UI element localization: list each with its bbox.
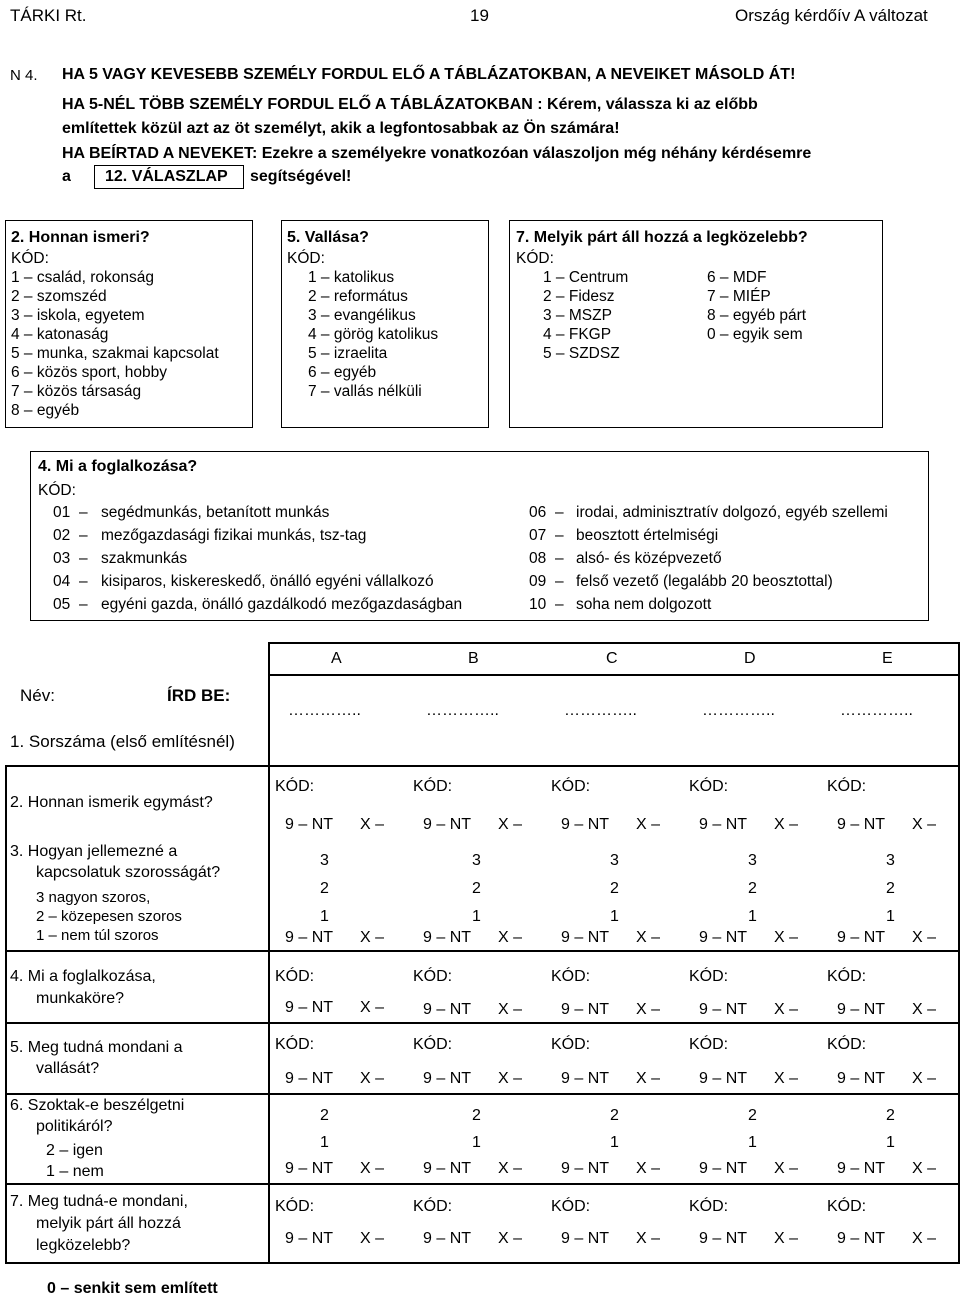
nt-option[interactable]: 9 – NT xyxy=(837,816,886,833)
intro-line-5-prefix: a xyxy=(62,168,71,185)
list-item: 2 – református xyxy=(308,288,408,305)
kod-label: KÓD: xyxy=(275,778,315,795)
code-box-honnan xyxy=(5,220,253,428)
list-item: 4 – görög katolikus xyxy=(308,326,439,343)
nt-option[interactable]: 9 – NT xyxy=(837,1070,886,1087)
box-title: 7. Melyik párt áll hozzá a legközelebb? xyxy=(516,229,808,246)
question-7-label: 7. Meg tudná-e mondani, xyxy=(10,1193,188,1210)
kod-label: KÓD: xyxy=(275,968,315,985)
occupation-text: kisiparos, kiskereskedő, önálló egyéni vállalkozó xyxy=(101,573,434,590)
scale-1[interactable]: 1 xyxy=(886,1134,895,1151)
occupation-code: 01 xyxy=(53,504,71,521)
occupation-code: 04 xyxy=(53,573,71,590)
nt-option[interactable]: 9 – NT xyxy=(285,816,334,833)
dash: – xyxy=(79,573,88,590)
scale-option: 2 – igen xyxy=(46,1142,103,1159)
nt-option[interactable]: 9 – NT xyxy=(699,1070,748,1087)
list-item: 5 – izraelita xyxy=(308,345,388,362)
scale-option: 3 nagyon szoros, xyxy=(36,889,151,906)
kod-label: KÓD: xyxy=(827,778,867,795)
occupation-text: alsó- és középvezető xyxy=(576,550,722,567)
scale-1[interactable]: 1 xyxy=(748,908,757,925)
x-option[interactable]: X – xyxy=(774,929,799,946)
name-field-d[interactable]: ………….. xyxy=(702,702,775,719)
question-3-label: 3. Hogyan jellemezné a xyxy=(10,843,178,860)
x-option[interactable]: X – xyxy=(636,1001,661,1018)
x-option[interactable]: X – xyxy=(912,1160,937,1177)
kod-label: KÓD: xyxy=(827,1198,867,1215)
x-option[interactable]: X – xyxy=(498,1070,523,1087)
kod-label: KÓD: xyxy=(413,778,453,795)
name-field-e[interactable]: ………….. xyxy=(840,702,913,719)
question-3-label-cont: kapcsolatuk szorosságát? xyxy=(36,864,221,881)
x-option[interactable]: X – xyxy=(498,1230,523,1247)
header-org: TÁRKI Rt. xyxy=(10,6,87,25)
code-box-foglalkozas xyxy=(30,451,929,621)
occupation-code: 06 xyxy=(529,504,547,521)
dash: – xyxy=(79,527,88,544)
dash: – xyxy=(555,573,564,590)
nt-option[interactable]: 9 – NT xyxy=(699,816,748,833)
occupation-code: 03 xyxy=(53,550,71,567)
nt-option[interactable]: 9 – NT xyxy=(285,999,334,1016)
scale-1[interactable]: 1 xyxy=(472,1134,481,1151)
kod-label: KÓD: xyxy=(689,1198,729,1215)
question-5-label: 5. Meg tudná mondani a xyxy=(10,1039,183,1056)
question-4-label-cont: munkaköre? xyxy=(36,990,125,1007)
occupation-text: soha nem dolgozott xyxy=(576,596,712,613)
kod-label: KÓD: xyxy=(827,968,867,985)
scale-2[interactable]: 2 xyxy=(472,1107,481,1124)
kod-label: KÓD: xyxy=(551,968,591,985)
x-option[interactable]: X – xyxy=(774,1070,799,1087)
scale-1[interactable]: 1 xyxy=(610,908,619,925)
name-field-b[interactable]: ………….. xyxy=(426,702,499,719)
scale-2[interactable]: 2 xyxy=(472,880,481,897)
list-item: 4 – katonaság xyxy=(11,326,109,343)
x-option[interactable]: X – xyxy=(636,929,661,946)
nt-option[interactable]: 9 – NT xyxy=(561,1160,610,1177)
intro-line-2: HA 5-NÉL TÖBB SZEMÉLY FORDUL ELŐ A TÁBLÁZATOKBAN : Kérem, válassza ki az előbb xyxy=(62,96,758,113)
intro-line-1: HA 5 VAGY KEVESEBB SZEMÉLY FORDUL ELŐ A TÁBLÁZATOKBAN, A NEVEIKET MÁSOLD ÁT! xyxy=(62,66,796,83)
list-item: 2 – szomszéd xyxy=(11,288,107,305)
kod-label: KÓD: xyxy=(275,1036,315,1053)
occupation-code: 02 xyxy=(53,527,71,544)
list-item: 8 – egyéb xyxy=(11,402,80,419)
dash: – xyxy=(79,504,88,521)
nt-option[interactable]: 9 – NT xyxy=(285,1230,334,1247)
nt-option[interactable]: 9 – NT xyxy=(561,1070,610,1087)
box-title: 5. Vallása? xyxy=(287,229,369,246)
footer-note: 0 – senkit sem említett xyxy=(47,1280,218,1297)
nt-option[interactable]: 9 – NT xyxy=(699,1001,748,1018)
scale-2[interactable]: 2 xyxy=(320,880,329,897)
nt-option[interactable]: 9 – NT xyxy=(837,929,886,946)
list-item: 7 – vallás nélküli xyxy=(308,383,422,400)
list-item: 3 – MSZP xyxy=(543,307,612,324)
header-title: Ország kérdőív A változat xyxy=(735,6,928,25)
scale-2[interactable]: 2 xyxy=(748,1107,757,1124)
occupation-text: beosztott értelmiségi xyxy=(576,527,719,544)
code-box-vallas xyxy=(281,220,489,428)
dash: – xyxy=(79,550,88,567)
x-option[interactable]: X – xyxy=(912,1001,937,1018)
kod-label: KÓD: xyxy=(413,1036,453,1053)
x-option[interactable]: X – xyxy=(912,929,937,946)
nt-option[interactable]: 9 – NT xyxy=(561,929,610,946)
occupation-code: 10 xyxy=(529,596,547,613)
nt-option[interactable]: 9 – NT xyxy=(423,1160,472,1177)
x-option[interactable]: X – xyxy=(360,999,385,1016)
nt-option[interactable]: 9 – NT xyxy=(699,929,748,946)
x-option[interactable]: X – xyxy=(912,816,937,833)
column-header-b: B xyxy=(468,650,479,667)
nt-option[interactable]: 9 – NT xyxy=(561,816,610,833)
x-option[interactable]: X – xyxy=(774,1001,799,1018)
scale-2[interactable]: 2 xyxy=(748,880,757,897)
nt-option[interactable]: 9 – NT xyxy=(699,1230,748,1247)
scale-option: 2 – közepesen szoros xyxy=(36,908,182,925)
scale-1[interactable]: 1 xyxy=(472,908,481,925)
occupation-text: irodai, adminisztratív dolgozó, egyéb szellemi xyxy=(576,504,888,521)
box-title: 4. Mi a foglalkozása? xyxy=(38,458,198,475)
occupation-text: egyéni gazda, önálló gazdálkodó mezőgazdaságban xyxy=(101,596,463,613)
name-field-c[interactable]: ………….. xyxy=(564,702,637,719)
box-kod-label: KÓD: xyxy=(11,250,49,267)
x-option[interactable]: X – xyxy=(498,816,523,833)
occupation-code: 08 xyxy=(529,550,547,567)
nt-option[interactable]: 9 – NT xyxy=(561,1230,610,1247)
kod-label: KÓD: xyxy=(689,968,729,985)
occupation-code: 07 xyxy=(529,527,547,544)
intro-line-5-suffix: segítségével! xyxy=(250,168,352,185)
occupation-text: segédmunkás, betanított munkás xyxy=(101,504,330,521)
scale-2[interactable]: 2 xyxy=(886,1107,895,1124)
column-header-d: D xyxy=(744,650,756,667)
kod-label: KÓD: xyxy=(689,1036,729,1053)
box-kod-label: KÓD: xyxy=(38,482,76,499)
valaszlap-box: 12. VÁLASZLAP xyxy=(94,165,244,189)
dash: – xyxy=(555,550,564,567)
box-title: 2. Honnan ismeri? xyxy=(11,229,150,246)
kod-label: KÓD: xyxy=(551,1198,591,1215)
dash: – xyxy=(555,504,564,521)
x-option[interactable]: X – xyxy=(774,1160,799,1177)
list-item: 5 – SZDSZ xyxy=(543,345,620,362)
x-option[interactable]: X – xyxy=(636,1160,661,1177)
nt-option[interactable]: 9 – NT xyxy=(837,1001,886,1018)
intro-line-4: HA BEÍRTAD A NEVEKET: Ezekre a személyekre vonatkozóan válaszoljon még néhány kérdésemre xyxy=(62,145,812,162)
scale-3[interactable]: 3 xyxy=(748,852,757,869)
nt-option[interactable]: 9 – NT xyxy=(285,1160,334,1177)
dash: – xyxy=(555,527,564,544)
list-item: 2 – Fidesz xyxy=(543,288,615,305)
question-6-label-cont: politikáról? xyxy=(36,1118,113,1135)
occupation-text: szakmunkás xyxy=(101,550,188,567)
question-7-label-cont: melyik párt áll hozzá xyxy=(36,1215,181,1232)
kod-label: KÓD: xyxy=(689,778,729,795)
occupation-text: felső vezető (legalább 20 beosztottal) xyxy=(576,573,833,590)
nt-option[interactable]: 9 – NT xyxy=(423,1230,472,1247)
write-in-label: ÍRD BE: xyxy=(167,686,231,705)
nt-option[interactable]: 9 – NT xyxy=(423,816,472,833)
scale-2[interactable]: 2 xyxy=(610,880,619,897)
list-item: 7 – közös társaság xyxy=(11,383,142,400)
list-item: 6 – egyéb xyxy=(308,364,377,381)
column-header-a: A xyxy=(331,650,342,667)
code-box-part xyxy=(509,220,883,428)
x-option[interactable]: X – xyxy=(498,929,523,946)
column-header-c: C xyxy=(606,650,618,667)
x-option[interactable]: X – xyxy=(912,1230,937,1247)
nt-option[interactable]: 9 – NT xyxy=(699,1160,748,1177)
scale-1[interactable]: 1 xyxy=(886,908,895,925)
occupation-text: mezőgazdasági fizikai munkás, tsz-tag xyxy=(101,527,367,544)
scale-1[interactable]: 1 xyxy=(610,1134,619,1151)
occupation-code: 05 xyxy=(53,596,71,613)
kod-label: KÓD: xyxy=(551,778,591,795)
name-label: Név: xyxy=(20,686,55,705)
list-item: 6 – közös sport, hobby xyxy=(11,364,167,381)
box-kod-label: KÓD: xyxy=(516,250,554,267)
kod-label: KÓD: xyxy=(413,968,453,985)
scale-1[interactable]: 1 xyxy=(748,1134,757,1151)
list-item: 3 – evangélikus xyxy=(308,307,416,324)
nt-option[interactable]: 9 – NT xyxy=(285,1070,334,1087)
x-option[interactable]: X – xyxy=(912,1070,937,1087)
x-option[interactable]: X – xyxy=(636,1230,661,1247)
list-item: 4 – FKGP xyxy=(543,326,612,343)
nt-option[interactable]: 9 – NT xyxy=(423,929,472,946)
x-option[interactable]: X – xyxy=(636,816,661,833)
question-marker: N 4. xyxy=(10,67,38,84)
list-item: 7 – MIÉP xyxy=(707,288,771,305)
list-item: 1 – katolikus xyxy=(308,269,395,286)
question-2-label: 2. Honnan ismerik egymást? xyxy=(10,794,213,811)
scale-2[interactable]: 2 xyxy=(320,1107,329,1124)
scale-2[interactable]: 2 xyxy=(886,880,895,897)
x-option[interactable]: X – xyxy=(498,1160,523,1177)
order-label: 1. Sorszáma (első említésnél) xyxy=(10,732,235,751)
x-option[interactable]: X – xyxy=(636,1070,661,1087)
question-6-label: 6. Szoktak-e beszélgetni xyxy=(10,1097,185,1114)
kod-label: KÓD: xyxy=(413,1198,453,1215)
question-7-label-cont: legközelebb? xyxy=(36,1237,131,1254)
nt-option[interactable]: 9 – NT xyxy=(561,1001,610,1018)
scale-3[interactable]: 3 xyxy=(886,852,895,869)
x-option[interactable]: X – xyxy=(498,1001,523,1018)
scale-3[interactable]: 3 xyxy=(610,852,619,869)
scale-option: 1 – nem túl szoros xyxy=(36,927,159,944)
kod-label: KÓD: xyxy=(827,1036,867,1053)
list-item: 8 – egyéb párt xyxy=(707,307,807,324)
scale-2[interactable]: 2 xyxy=(610,1107,619,1124)
scale-3[interactable]: 3 xyxy=(472,852,481,869)
intro-line-3: említettek közül azt az öt személyt, akik a legfontosabbak az Ön számára! xyxy=(62,120,620,137)
x-option[interactable]: X – xyxy=(774,1230,799,1247)
occupation-code: 09 xyxy=(529,573,547,590)
nt-option[interactable]: 9 – NT xyxy=(837,1230,886,1247)
x-option[interactable]: X – xyxy=(360,1160,385,1177)
scale-3[interactable]: 3 xyxy=(320,852,329,869)
scale-option: 1 – nem xyxy=(46,1163,104,1180)
box-kod-label: KÓD: xyxy=(287,250,325,267)
x-option[interactable]: X – xyxy=(360,1230,385,1247)
x-option[interactable]: X – xyxy=(360,816,385,833)
nt-option[interactable]: 9 – NT xyxy=(423,1070,472,1087)
nt-option[interactable]: 9 – NT xyxy=(285,929,334,946)
list-item: 0 – egyik sem xyxy=(707,326,803,343)
page-number: 19 xyxy=(470,6,489,25)
kod-label: KÓD: xyxy=(551,1036,591,1053)
list-item: 1 – család, rokonság xyxy=(11,269,155,286)
list-item: 6 – MDF xyxy=(707,269,767,286)
dash: – xyxy=(79,596,88,613)
x-option[interactable]: X – xyxy=(774,816,799,833)
nt-option[interactable]: 9 – NT xyxy=(837,1160,886,1177)
dash: – xyxy=(555,596,564,613)
scale-1[interactable]: 1 xyxy=(320,1134,329,1151)
x-option[interactable]: X – xyxy=(360,1070,385,1087)
nt-option[interactable]: 9 – NT xyxy=(423,1001,472,1018)
x-option[interactable]: X – xyxy=(360,929,385,946)
question-4-label: 4. Mi a foglalkozása, xyxy=(10,968,156,985)
kod-label: KÓD: xyxy=(275,1198,315,1215)
question-5-label-cont: vallását? xyxy=(36,1060,100,1077)
list-item: 3 – iskola, egyetem xyxy=(11,307,145,324)
list-item: 5 – munka, szakmai kapcsolat xyxy=(11,345,219,362)
column-header-e: E xyxy=(882,650,893,667)
scale-1[interactable]: 1 xyxy=(320,908,329,925)
list-item: 1 – Centrum xyxy=(543,269,629,286)
name-field-a[interactable]: ………….. xyxy=(288,702,361,719)
